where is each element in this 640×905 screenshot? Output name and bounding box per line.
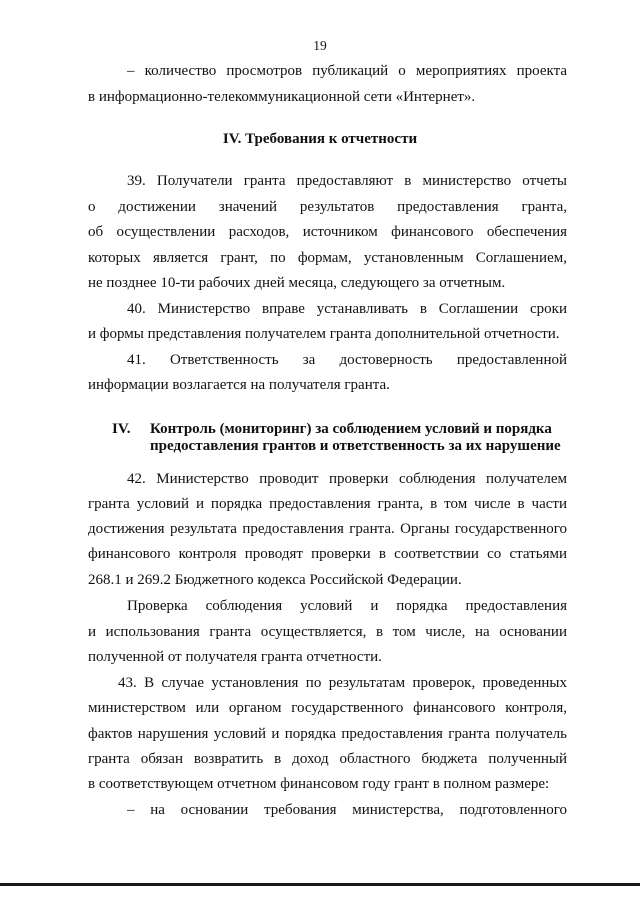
text-line: 40. Министерство вправе устанавливать в Соглашении сроки <box>127 301 567 317</box>
text-line: министерством или органом государственного финансового контроля, <box>88 700 567 716</box>
text-line: – на основании требования министерства, подготовленного <box>127 802 567 818</box>
text-line: Проверка соблюдения условий и порядка предоставления <box>127 598 567 614</box>
text-line: не позднее 10-ти рабочих дней месяца, следующего за отчетным. <box>88 275 506 291</box>
page-number: 19 <box>313 38 327 53</box>
section-heading-line: предоставления грантов и ответственность за их нарушение <box>150 438 561 454</box>
section-heading: IV. Требования к отчетности <box>222 131 418 147</box>
text-line: гранта обязан возвратить в доход областного бюджета полученный <box>88 751 567 767</box>
text-line: в информационно-телекоммуникационной сети «Интернет». <box>88 89 476 105</box>
text-line: информации возлагается на получателя гранта. <box>88 377 390 393</box>
text-line: полученной от получателя гранта отчетности. <box>88 649 382 665</box>
text-line: 43. В случае установления по результатам проверок, проведенных <box>118 675 567 691</box>
section-heading-number: IV. <box>112 421 131 437</box>
section-heading-line: Контроль (мониторинг) за соблюдением условий и порядка <box>150 421 552 437</box>
text-line: и использования гранта осуществляется, в том числе, на основании <box>88 624 567 640</box>
text-line: 39. Получатели гранта предоставляют в министерство отчеты <box>127 173 567 189</box>
text-line: – количество просмотров публикаций о мероприятиях проекта <box>127 63 567 79</box>
text-line: в соответствующем отчетном финансовом году грант в полном размере: <box>88 776 550 792</box>
text-line: о достижении значений результатов предоставления гранта, <box>88 199 567 215</box>
scan-edge-line <box>0 883 640 886</box>
text-line: 41. Ответственность за достоверность предоставленной <box>127 352 567 368</box>
text-line: об осуществлении расходов, источником финансового обеспечения <box>88 224 567 240</box>
text-line: гранта условий и порядка предоставления гранта, в том числе в части <box>88 496 567 512</box>
text-line: фактов нарушения условий и порядка предоставления гранта получатель <box>88 726 567 742</box>
text-line: 268.1 и 269.2 Бюджетного кодекса Российской Федерации. <box>88 572 462 588</box>
text-line: которых является грант, по формам, установленным Соглашением, <box>88 250 567 266</box>
text-line: 42. Министерство проводит проверки соблюдения получателем <box>127 471 567 487</box>
text-line: достижения результата предоставления гранта. Органы государственного <box>88 521 567 537</box>
text-line: финансового контроля проводят проверки в соответствии со статьями <box>88 546 567 562</box>
text-line: и формы представления получателем гранта дополнительной отчетности. <box>88 326 560 342</box>
